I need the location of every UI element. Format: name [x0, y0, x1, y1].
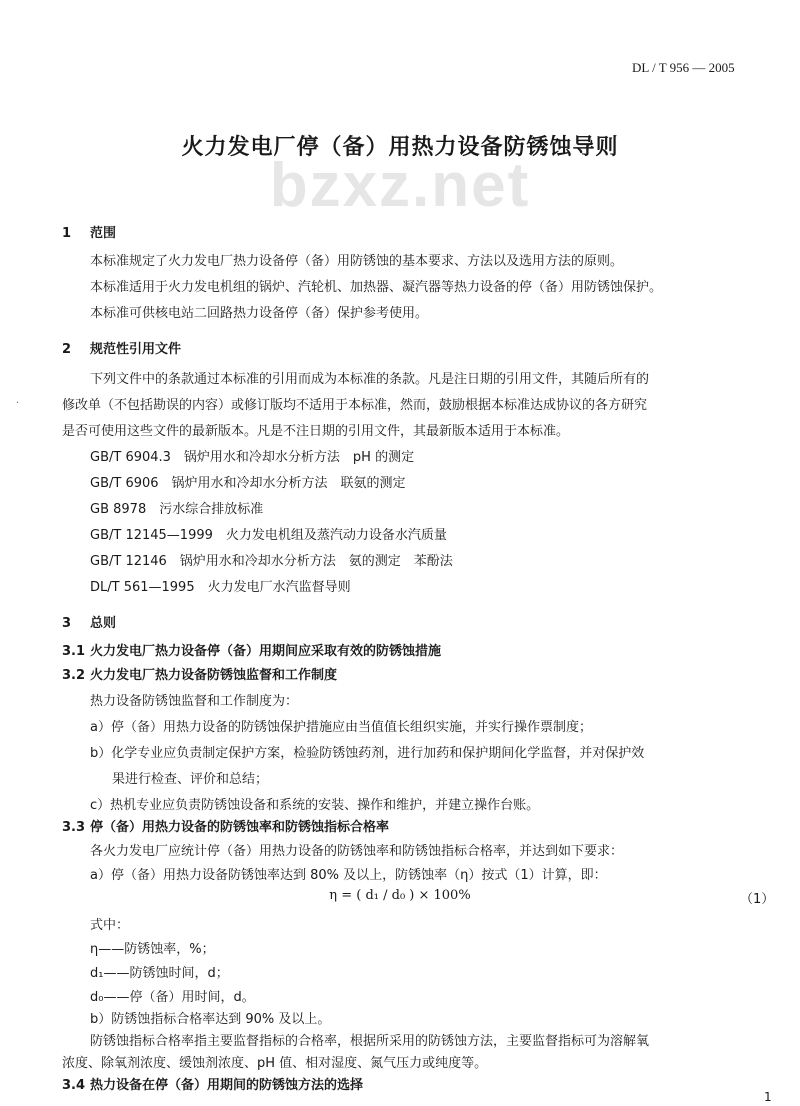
section-3-heading	[62, 612, 116, 631]
variable-definition: d₁——防锈蚀时间，d；	[90, 966, 229, 981]
section-number: 1	[62, 226, 72, 241]
paragraph-line: 防锈蚀指标合格率指主要监督指标的合格率，根据所采用的防锈蚀方法，主要监督指标可为溶解氧	[90, 1034, 650, 1049]
section-number: 3.4	[62, 1078, 86, 1093]
scope-line: 本标准可供核电站二回路热力设备停（备）保护参考使用。	[90, 306, 429, 321]
variable-definition: η——防锈蚀率，%；	[90, 942, 215, 957]
document-title: 火力发电厂停（备）用热力设备防锈蚀导则	[181, 135, 619, 160]
section-1-heading	[62, 222, 116, 241]
list-item: b）防锈蚀指标合格率达到 90% 及以上。	[90, 1012, 331, 1027]
watermark: bzxz.net	[269, 151, 531, 220]
section-3-1-heading	[62, 640, 441, 659]
list-item: c）热机专业应负责防锈蚀设备和系统的安装、操作和维护，并建立操作台账。	[90, 798, 540, 813]
paragraph-line: 热力设备防锈蚀监督和工作制度为：	[90, 694, 299, 709]
section-title: 火力发电厂热力设备停（备）用期间应采取有效的防锈蚀措施	[90, 644, 442, 659]
page-number: 1	[764, 1090, 772, 1104]
refs-intro-line: 修改单（不包括勘误的内容）或修订版均不适用于本标准，然而，鼓励根据本标准达成协议的各方研究	[62, 398, 648, 413]
list-item-continuation: 果进行检查、评价和总结；	[112, 772, 269, 787]
reference-item: DL/T 561—1995 火力发电厂水汽监督导则	[90, 580, 351, 595]
refs-intro-line: 下列文件中的条款通过本标准的引用而成为本标准的条款。凡是注日期的引用文件，其随后所有的	[90, 372, 650, 387]
section-title: 热力设备在停（备）用期间的防锈蚀方法的选择	[90, 1078, 364, 1093]
section-3-2-heading	[62, 664, 337, 683]
reference-item: GB/T 6906 锅炉用水和冷却水分析方法 联氨的测定	[90, 476, 406, 491]
section-title: 范围	[90, 226, 117, 241]
section-title: 停（备）用热力设备的防锈蚀率和防锈蚀指标合格率	[90, 820, 390, 835]
refs-intro-line: 是否可使用这些文件的最新版本。凡是不注日期的引用文件，其最新版本适用于本标准。	[62, 424, 570, 439]
section-title: 火力发电厂热力设备防锈蚀监督和工作制度	[90, 668, 338, 683]
section-title: 规范性引用文件	[90, 342, 182, 357]
reference-item: GB/T 6904.3 锅炉用水和冷却水分析方法 pH 的测定	[90, 450, 415, 465]
margin-mark: ·	[16, 398, 20, 409]
section-number: 3	[62, 616, 72, 631]
list-item: a）停（备）用热力设备防锈蚀率达到 80% 及以上，防锈蚀率（η）按式（1）计算，即：	[90, 868, 607, 883]
section-3-4-heading	[62, 1074, 363, 1093]
section-number: 2	[62, 342, 72, 357]
paragraph-line: 各火力发电厂应统计停（备）用热力设备的防锈蚀率和防锈蚀指标合格率，并达到如下要求：	[90, 844, 624, 859]
where-label: 式中：	[90, 918, 130, 933]
section-title: 总则	[90, 616, 117, 631]
list-item: a）停（备）用热力设备的防锈蚀保护措施应由当值值长组织实施，并实行操作票制度；	[90, 720, 592, 735]
section-number: 3.1	[62, 644, 86, 659]
section-2-heading	[62, 338, 181, 357]
section-number: 3.2	[62, 668, 86, 683]
reference-item: GB/T 12146 锅炉用水和冷却水分析方法 氨的测定 苯酚法	[90, 554, 453, 569]
variable-definition: d₀——停（备）用时间，d。	[90, 990, 255, 1005]
reference-item: GB/T 12145—1999 火力发电机组及蒸汽动力设备水汽质量	[90, 528, 447, 543]
scope-line: 本标准适用于火力发电机组的锅炉、汽轮机、加热器、凝汽器等热力设备的停（备）用防锈蚀保护。	[90, 280, 663, 295]
paragraph-line: 浓度、除氧剂浓度、缓蚀剂浓度、pH 值、相对湿度、氮气压力或纯度等。	[62, 1056, 488, 1071]
formula: η = ( d₁ / d₀ ) × 100%	[329, 888, 471, 903]
formula-number: （1）	[740, 892, 775, 907]
reference-item: GB 8978 污水综合排放标准	[90, 502, 264, 517]
scope-line: 本标准规定了火力发电厂热力设备停（备）用防锈蚀的基本要求、方法以及选用方法的原则。	[90, 254, 624, 269]
section-3-3-heading	[62, 816, 389, 835]
list-item: b）化学专业应负责制定保护方案，检验防锈蚀药剂，进行加药和保护期间化学监督，并对保护效	[90, 746, 645, 761]
document-code: DL / T 956 — 2005	[632, 60, 735, 75]
section-number: 3.3	[62, 820, 86, 835]
